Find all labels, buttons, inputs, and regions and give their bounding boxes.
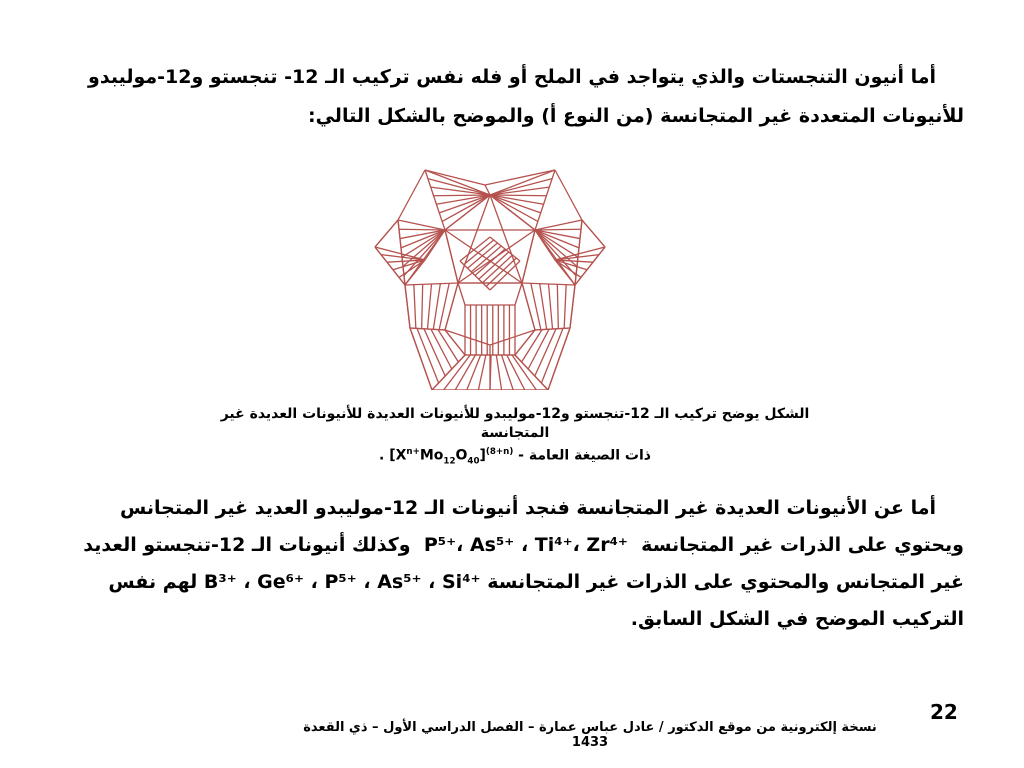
paragraph-intro — [62, 58, 964, 136]
paragraph-heteropoly-line-2: ويحتوي على الذرات غير المتجانسة P⁵⁺، As⁵⁺ ، Ti⁴⁺، Zr⁴⁺ وكذلك أنيونات الـ 12-تنجستو العديد — [62, 527, 964, 564]
paragraph-heteropoly-line-1: أما عن الأنيونات العديدة غير المتجانسة فنجد أنيونات الـ 12-موليبدو العديد غير المتجانس — [120, 497, 936, 519]
paragraph-intro-line-1: أما أنيون التنجستات والذي يتواجد في الملح أو فله نفس تركيب الـ 12- تنجستو و12-موليبدو — [88, 66, 936, 88]
figure-caption — [215, 405, 815, 471]
paragraph-heteropoly — [62, 490, 964, 638]
paragraph-heteropoly-line-3: غير المتجانس والمحتوي على الذرات غير المتجانسة B³⁺ ، Ge⁶⁺ ، P⁵⁺ ، As⁵⁺ ، Si⁴⁺ لهم نفس — [62, 564, 964, 601]
ions-list-w: B³⁺ ، Ge⁶⁺ ، P⁵⁺ ، As⁵⁺ ، Si⁴⁺ — [203, 571, 481, 593]
polyhedra-drawing — [375, 170, 605, 390]
caption-line-1: الشكل يوضح تركيب الـ 12-تنجستو و12-موليبدو للأنيونات العديدة للأنيونات العديدة غير المتجانسة — [220, 406, 810, 441]
caption-line-2-end: . — [379, 447, 390, 464]
page-number: 22 — [930, 700, 958, 724]
paragraph-intro-line-2: للأنيونات المتعددة غير المتجانسة (من النوع أ) والموضح بالشكل التالي: — [307, 105, 964, 127]
paragraph-heteropoly-line-4: التركيب الموضح في الشكل السابق. — [630, 608, 964, 630]
footer-note: نسخة إلكترونية من موقع الدكتور / عادل عباس عمارة – الفصل الدراسي الأول – ذي القعدة 1433 — [303, 720, 877, 750]
caption-line-2-text: ذات الصيغة العامة - — [518, 447, 651, 464]
caption-line-2 — [215, 443, 815, 471]
general-formula: $[X^{n+}Mo_{12}O_{40}]^{(8+n)}$ — [389, 447, 514, 467]
ions-list-mo: P⁵⁺، As⁵⁺ ، Ti⁴⁺، Zr⁴⁺ — [423, 534, 628, 556]
keggin-structure-figure — [370, 165, 610, 390]
